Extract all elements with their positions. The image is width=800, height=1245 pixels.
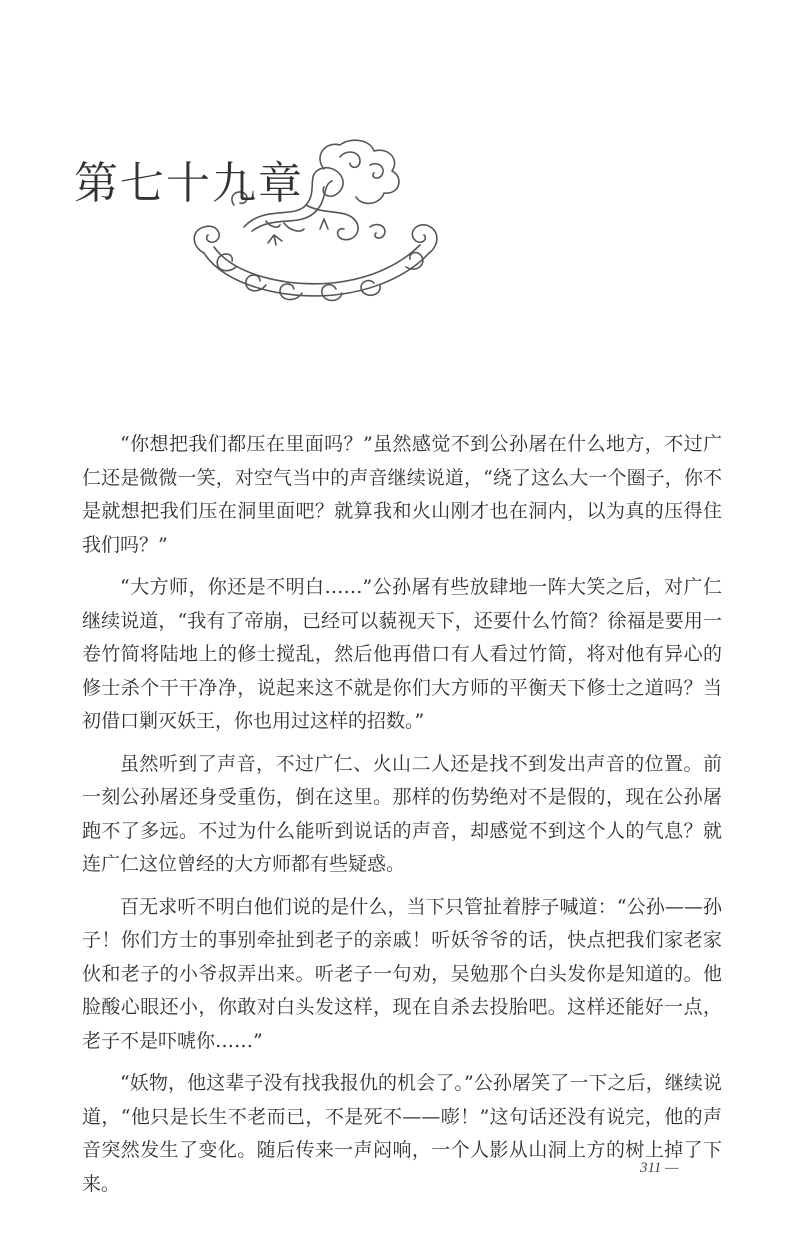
- chapter-title: 第七十九章: [74, 158, 304, 209]
- paragraph: 虽然听到了声音，不过广仁、火山二人还是找不到发出声音的位置。前一刻公孙屠还身受重伤，倒在这里。那样的伤势绝对不是假的，现在公孙屠跑不了多远。不过为什么能听到说话的声音，却感觉不到这个人的气息？就连广仁这位曾经的大方师都有些疑惑。: [82, 752, 722, 875]
- chapter-header: [74, 135, 394, 305]
- chapter-body: [82, 428, 722, 1210]
- paragraph: “大方师，你还是不明白……”公孙屠有些放肆地一阵大笑之后，对广仁继续说道，“我有了帝崩，已经可以藐视天下，还要什么竹简？徐福是要用一卷竹简将陆地上的修士搅乱，然后他再借口有人看过竹简，将对他有异心的修士杀个干干净净，说起来这不就是你们大方师的平衡天下修士之道吗？当初借口剿灭妖王，你也用过这样的招数。”: [82, 576, 722, 732]
- paragraph: 百无求听不明白他们说的是什么，当下只管扯着脖子喊道：“公孙——孙子！你们方士的事别牵扯到老子的亲戚！听妖爷爷的话，快点把我们家老家伙和老子的小爷叔弄出来。听老子一句劝，吴勉那个白头发你是知道的。他脸酸心眼还小，你敢对白头发这样，现在自杀去投胎吧。这样还能好一点，老子不是吓唬你……”: [82, 895, 722, 1052]
- page-number: 311 —: [640, 1160, 679, 1176]
- paragraph: “妖物，他这辈子没有找我报仇的机会了。”公孙屠笑了一下之后，继续说道，“他只是长生不老而已，不是死不——嘭！”这句话还没有说完，他的声音突然发生了变化。随后传来一声闷响，一个人影从山洞上方的树上掉了下来。: [82, 1072, 722, 1195]
- paragraph: “你想把我们都压在里面吗？”虽然感觉不到公孙屠在什么地方，不过广仁还是微微一笑，对空气当中的声音继续说道，“绕了这么大一个圈子，你不是就想把我们压在洞里面吧？就算我和火山刚才也在洞内，以为真的压得住我们吗？”: [82, 433, 722, 556]
